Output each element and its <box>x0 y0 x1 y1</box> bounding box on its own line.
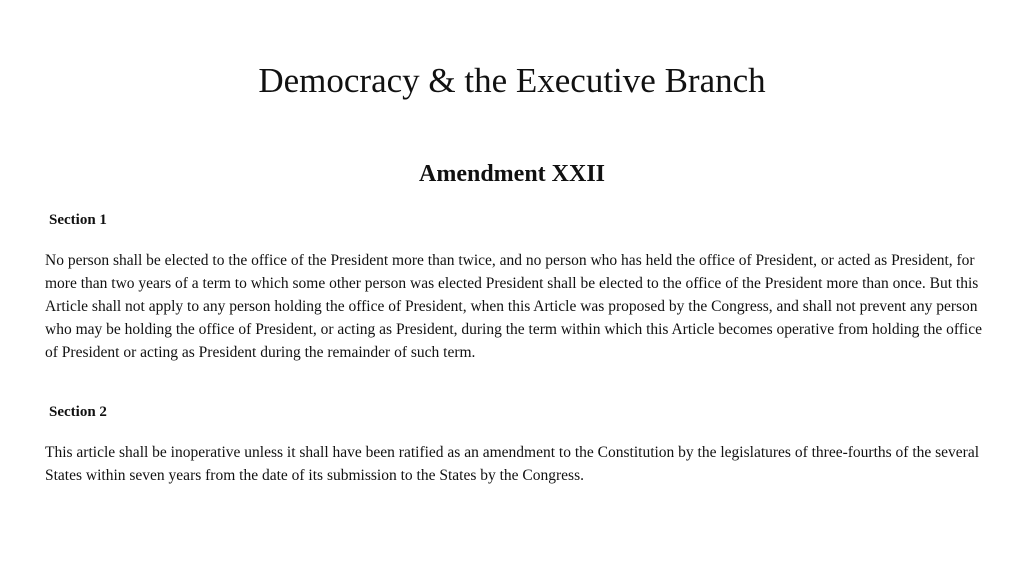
section-1-text: No person shall be elected to the office of the President more than twice, and no person who has held the office of President, or acted as President, for more than two years of a term to which some other person was elected President shall be elected to the office of the President more than once. But this Article shall not apply to any person holding the office of President, when this Article was proposed by the Congress, and shall not prevent any person who may be holding the office of President, or acting as President, during the term within which this Article becomes operative from holding the office of President or acting as President during the remainder of such term. <box>45 252 982 361</box>
section-1-heading: Section 1 <box>49 212 107 228</box>
section-2-heading: Section 2 <box>49 404 107 420</box>
section-2-text: This article shall be inoperative unless it shall have been ratified as an amendment to the Constitution by the legislatures of three-fourths of the several States within seven years from the date of its submission to the States by the Congress. <box>45 444 980 484</box>
amendment-heading: Amendment XXII <box>419 161 605 187</box>
page-title: Democracy & the Executive Branch <box>258 61 766 100</box>
